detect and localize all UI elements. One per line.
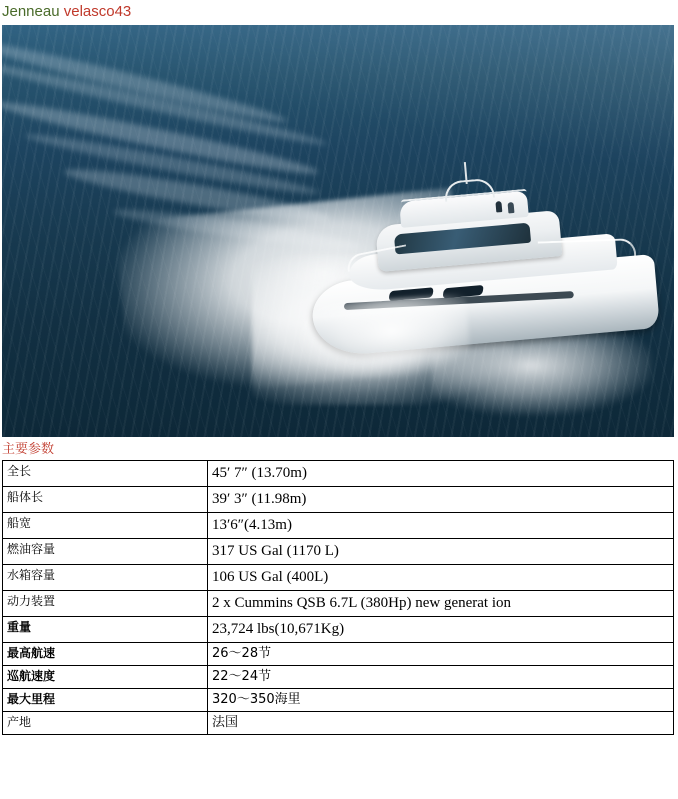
spec-table-body [3,461,674,735]
table-row [3,689,674,712]
spec-label: 船宽 [3,513,208,539]
spec-label: 全长 [3,461,208,487]
spec-value: 26～28节 [208,643,674,666]
table-row [3,643,674,666]
table-row [3,666,674,689]
spec-value: 13′6″(4.13m) [208,513,674,539]
spec-value: 39′ 3″ (11.98m) [208,487,674,513]
spec-label: 最高航速 [3,643,208,666]
brand-name: Jenneau [2,3,60,20]
spec-label: 最大里程 [3,689,208,712]
spec-value: 106 US Gal (400L) [208,565,674,591]
spec-section-title: 主要参数 [2,441,55,456]
spec-label: 重量 [3,617,208,643]
spec-label: 水箱容量 [3,565,208,591]
person-figure [495,201,502,212]
table-row [3,565,674,591]
model-name: velasco43 [63,3,132,20]
spec-value: 2 x Cummins QSB 6.7L (380Hp) new generat ion [208,591,674,617]
spec-table [2,460,674,735]
table-row [3,461,674,487]
spec-label: 巡航速度 [3,666,208,689]
spec-value: 320～350海里 [208,689,674,712]
table-row [3,513,674,539]
stern-rail [538,238,637,261]
spec-value: 317 US Gal (1170 L) [208,539,674,565]
table-row [3,539,674,565]
spec-label: 船体长 [3,487,208,513]
table-row [3,617,674,643]
spec-label: 燃油容量 [3,539,208,565]
yacht-illustration [294,168,669,389]
table-row [3,591,674,617]
spec-label: 动力装置 [3,591,208,617]
table-row [3,712,674,735]
person-figure [508,202,515,213]
spec-value: 22～24节 [208,666,674,689]
spec-value: 23,724 lbs(10,671Kg) [208,617,674,643]
page-title [0,0,678,23]
spec-value: 法国 [208,712,674,735]
spec-value: 45′ 7″ (13.70m) [208,461,674,487]
hull-spray [296,293,472,388]
spec-label: 产地 [3,712,208,735]
table-row [3,487,674,513]
yacht-photo [2,25,674,437]
